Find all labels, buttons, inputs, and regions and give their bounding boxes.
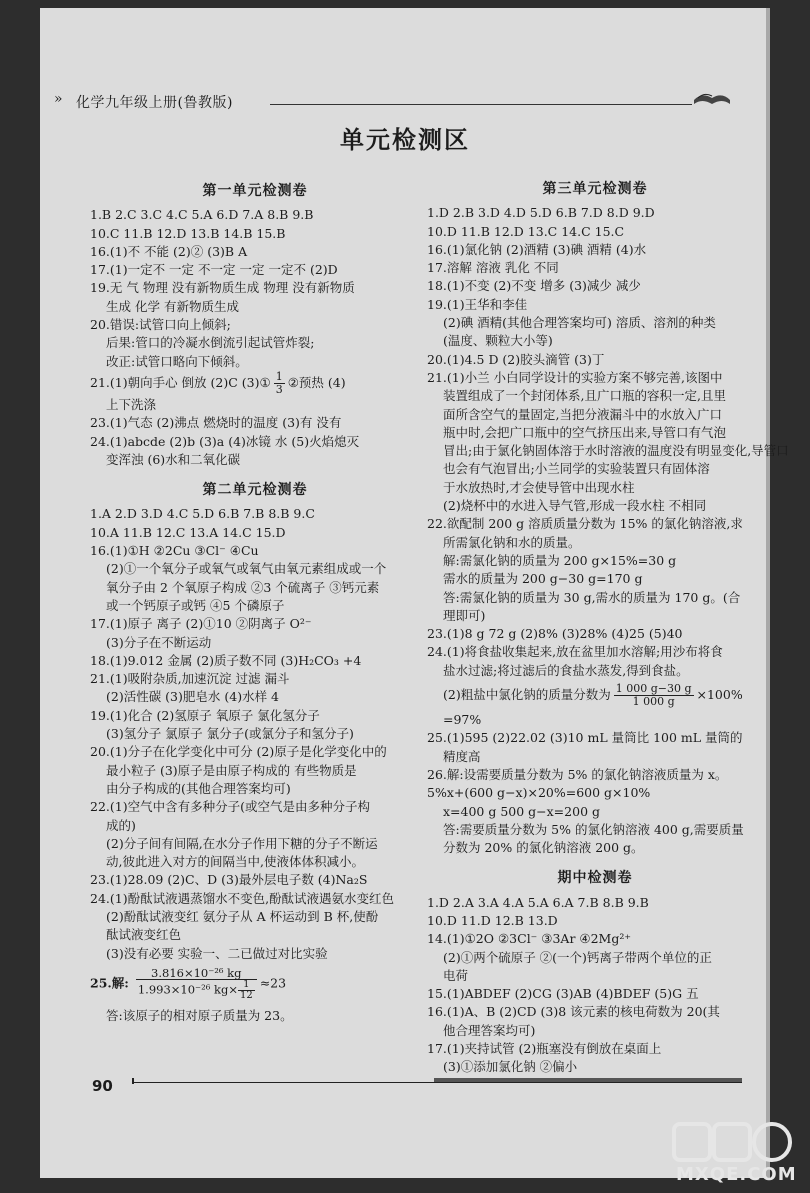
answer-line: 盐水过滤;将过滤后的食盐水蒸发,得到食盐。 — [443, 662, 689, 678]
answer-line: x=400 g 500 g−x=200 g — [443, 803, 600, 819]
fraction: 3.816×10⁻²⁶ kg 1.993×10⁻²⁶ kg× $\frac{1}{12}$ — [136, 967, 257, 1001]
fraction: $\frac{1 000 g-30 g}{1 000 g}$ — [615, 682, 692, 709]
answer-line: 解:需氯化钠的质量为 200 g×15%=30 g — [443, 552, 677, 568]
left-column — [90, 178, 420, 1025]
chevron-icon: » — [54, 91, 63, 107]
answer-line: 精度高 — [443, 748, 481, 764]
answer-line: (3)①添加氯化钠 ②偏小 — [443, 1059, 578, 1075]
answer-line: 1.A 2.D 3.D 4.C 5.D 6.B 7.B 8.B 9.C — [90, 506, 315, 522]
answer-line: 所需氯化钠和水的质量。 — [443, 534, 581, 550]
answer-line: (2)酚酞试液变红 氨分子从 A 杯运动到 B 杯,使酚 — [106, 908, 379, 924]
answer-line: 19.(1)王华和李佳 — [427, 296, 528, 312]
answer-line: 上下洗涤 — [106, 396, 157, 412]
answer-line: 17.(1)原子 离子 (2)①10 ②阴离子 O²⁻ — [90, 616, 312, 632]
answer-line-21: 21.(1)朝向手心 倒放 (2)C (3)① $\frac{1}{3}$ ②预热 (4) — [90, 369, 346, 396]
answer-line: 16.(1)A、B (2)CD (3)8 该元素的核电荷数为 20(其 — [427, 1004, 720, 1020]
answer-line: 23.(1)气态 (2)沸点 燃烧时的温度 (3)有 没有 — [90, 415, 342, 431]
answer-line: 16.(1)氯化钠 (2)酒精 (3)碘 酒精 (4)水 — [427, 241, 647, 257]
watermark-logo — [652, 1118, 802, 1188]
answer-line: 18.(1)不变 (2)不变 增多 (3)减少 减少 — [427, 278, 641, 294]
answer-line: 17.溶解 溶液 乳化 不同 — [427, 260, 559, 276]
page-number: 90 — [92, 1077, 113, 1095]
answer-line: 氧分子由 2 个氧原子构成 ②3 个硫离子 ③钙元素 — [106, 579, 380, 595]
answer-line: 17.(1)夹持试管 (2)瓶塞没有倒放在桌面上 — [427, 1041, 662, 1057]
answer-line: 10.A 11.B 12.C 13.A 14.C 15.D — [90, 524, 286, 540]
answer-line: 24.(1)酚酞试液遇蒸馏水不变色,酚酞试液遇氨水变红色 — [90, 890, 395, 906]
answer-line: 最小粒子 (3)原子是由原子构成的 有些物质是 — [106, 762, 357, 778]
answer-line: (2)①一个氧分子或氧气或氧气由氧元素组成或一个 — [106, 561, 387, 577]
answer-line: 改正:试管口略向下倾斜。 — [106, 353, 248, 369]
fraction-small: $\frac{1}{12}$ — [239, 978, 253, 1001]
answer-line: 他合理答案均可) — [443, 1022, 536, 1038]
answer-line: 酞试液变红色 — [106, 927, 182, 943]
unit2-answers — [90, 505, 420, 962]
answer-line: 18.(1)9.012 金属 (2)质子数不同 (3)H₂CO₃ +4 — [90, 652, 362, 668]
answer-line: 瓶中时,会把广口瓶中的空气挤压出来,导管口有气泡 — [443, 424, 726, 440]
page-title: 单元检测区 — [340, 126, 470, 154]
answer-line: 20.错误:试管口向上倾斜; — [90, 317, 231, 333]
answer-line: 答:需要质量分数为 5% 的氯化钠溶液 400 g,需要质量 — [443, 821, 744, 837]
unit3-answers-2 — [427, 711, 763, 857]
answer-line: 10.D 11.B 12.D 13.C 14.C 15.C — [427, 223, 625, 239]
footer-rule — [132, 1078, 742, 1084]
answer-line: 19.无 气 物理 没有新物质生成 物理 没有新物质 — [90, 280, 355, 296]
answer-line-25-conclusion: 答:该原子的相对原子质量为 23。 — [106, 1007, 293, 1023]
answer-line: 21.(1)小兰 小白同学设计的实验方案不够完善,该图中 — [427, 369, 723, 385]
answer-line: 或一个钙原子或钙 ④5 个磷原子 — [106, 597, 285, 613]
answer-line: (3)氢分子 氯原子 氯分子(或氯分子和氢分子) — [106, 726, 354, 742]
answer-line: 20.(1)分子在化学变化中可分 (2)原子是化学变化中的 — [90, 744, 387, 760]
fraction: $\frac{1}{3}$ — [275, 369, 283, 396]
answer-line: 1.D 2.A 3.A 4.A 5.A 6.A 7.B 8.B 9.B — [427, 894, 649, 910]
answer-line: 变浑浊 (6)水和二氧化碳 — [106, 451, 241, 467]
answer-line: 冒出;由于氯化钠固体溶于水时溶液的温度没有明显变化,导管口 — [443, 443, 789, 459]
answer-line: 1.B 2.C 3.C 4.C 5.A 6.D 7.A 8.B 9.B — [90, 207, 314, 223]
answer-line: 14.(1)①2O ②3Cl⁻ ③3Ar ④2Mg²⁺ — [427, 931, 631, 947]
unit1-title: 第一单元检测卷 — [202, 183, 308, 199]
answer-line: 电荷 — [443, 967, 469, 983]
unit3-title: 第三单元检测卷 — [542, 181, 648, 197]
answer-line: (3)分子在不断运动 — [106, 634, 212, 650]
answer-line-24-2: (2)粗盐中氯化钠的质量分数为 $\frac{1 000 g-30 g}{1 000 g}$ ×100% — [443, 682, 743, 709]
answer-line-25: 25.解: 3.816×10⁻²⁶ kg 1.993×10⁻²⁶ kg× $\frac{1}{12}$ ≈23 — [90, 965, 287, 1001]
answer-line: 成的) — [106, 817, 136, 833]
watermark-text: MXQE.COM — [676, 1164, 797, 1185]
watermark-icon — [652, 1118, 802, 1168]
answer-line: (2)分子间有间隔,在水分子作用下糖的分子不断运 — [106, 835, 378, 851]
answer-line: 22.(1)空气中含有多种分子(或空气是由多种分子构 — [90, 799, 370, 815]
answer-line: 动,彼此进入对方的间隔当中,使液体体积减小。 — [106, 854, 364, 870]
answer-line: (2)①两个硫原子 ②(一个)钙离子带两个单位的正 — [443, 949, 712, 965]
answer-line: 17.(1)一定不 一定 不一定 一定 一定不 (2)D — [90, 262, 338, 278]
answer-line: 于水放热时,才会使导管中出现水柱 — [443, 479, 635, 495]
answer-line: 后果:管口的冷凝水倒流引起试管炸裂; — [106, 335, 315, 351]
answer-line: (3)没有必要 实验一、二已做过对比实验 — [106, 945, 328, 961]
answer-line: 面所含空气的量固定,当把分液漏斗中的水放入广口 — [443, 406, 722, 422]
answer-line: =97% — [443, 712, 482, 728]
midterm-title: 期中检测卷 — [557, 870, 633, 887]
answer-line: 装置组成了一个封闭体系,且广口瓶的容积一定,且里 — [443, 388, 726, 404]
answer-line: 26.解:设需要质量分数为 5% 的氯化钠溶液质量为 x。 — [427, 766, 728, 782]
header-rule — [270, 104, 692, 105]
book-title: 化学九年级上册(鲁教版) — [76, 95, 233, 111]
midterm-answers — [427, 894, 763, 1077]
unit2-title: 第二单元检测卷 — [202, 482, 308, 499]
answer-line: 也会有气泡冒出;小兰同学的实验装置只有固体溶 — [443, 461, 710, 477]
answer-line: 生成 化学 有新物质生成 — [106, 298, 239, 314]
answer-line: 1.D 2.B 3.D 4.D 5.D 6.B 7.D 8.D 9.D — [427, 205, 655, 221]
answer-line: 16.(1)①H ②2Cu ③Cl⁻ ④Cu — [90, 543, 259, 559]
answer-line: (2)活性碳 (3)肥皂水 (4)水样 4 — [106, 689, 279, 705]
right-column — [427, 176, 789, 1077]
answer-line: 20.(1)4.5 D (2)胶头滴管 (3)丁 — [427, 351, 605, 367]
unit1-answers — [90, 206, 420, 371]
answer-line: 19.(1)化合 (2)氢原子 氧原子 氯化氢分子 — [90, 707, 320, 723]
answer-line: 16.(1)不 不能 (2)② (3)B A — [90, 243, 248, 259]
answer-line: 由分子构成的(其他合理答案均可) — [106, 780, 291, 796]
answer-line: 需水的质量为 200 g−30 g=170 g — [443, 571, 643, 587]
answer-line: 23.(1)8 g 72 g (2)8% (3)28% (4)25 (5)40 — [427, 626, 683, 642]
answer-line: 22.欲配制 200 g 溶质质量分数为 15% 的氯化钠溶液,求 — [427, 516, 743, 532]
book-icon — [692, 86, 732, 108]
answer-line: 10.D 11.D 12.B 13.D — [427, 912, 558, 928]
answer-line: 答:需氯化钠的质量为 30 g,需水的质量为 170 g。(合 — [443, 589, 741, 605]
answer-line: (2)烧杯中的水进入导气管,形成一段水柱 不相同 — [443, 498, 707, 514]
answer-line: 23.(1)28.09 (2)C、D (3)最外层电子数 (4)Na₂S — [90, 872, 368, 888]
answer-line: 24.(1)abcde (2)b (3)a (4)冰镜 水 (5)火焰熄灭 — [90, 433, 360, 449]
unit1-answers-2 — [90, 396, 420, 469]
answer-line: 21.(1)吸附杂质,加速沉淀 过滤 漏斗 — [90, 671, 290, 687]
answer-line: (2)碘 酒精(其他合理答案均可) 溶质、溶剂的种类 — [443, 315, 716, 331]
answer-line: 5%x+(600 g−x)×20%=600 g×10% — [427, 785, 651, 801]
answer-line: 15.(1)ABDEF (2)CG (3)AB (4)BDEF (5)G 五 — [427, 986, 699, 1002]
answer-line: 25.(1)595 (2)22.02 (3)10 mL 量筒比 100 mL 量筒的 — [427, 730, 743, 746]
answer-line: (温度、颗粒大小等) — [443, 333, 553, 349]
page-header — [52, 92, 732, 114]
answer-line: 10.C 11.B 12.D 13.B 14.B 15.B — [90, 225, 286, 241]
answer-line: 理即可) — [443, 607, 486, 623]
answer-line: 分数为 20% 的氯化钠溶液 200 g。 — [443, 840, 644, 856]
answer-line: 24.(1)将食盐收集起来,放在盆里加水溶解;用沙布将食 — [427, 644, 723, 660]
unit3-answers — [427, 204, 789, 680]
